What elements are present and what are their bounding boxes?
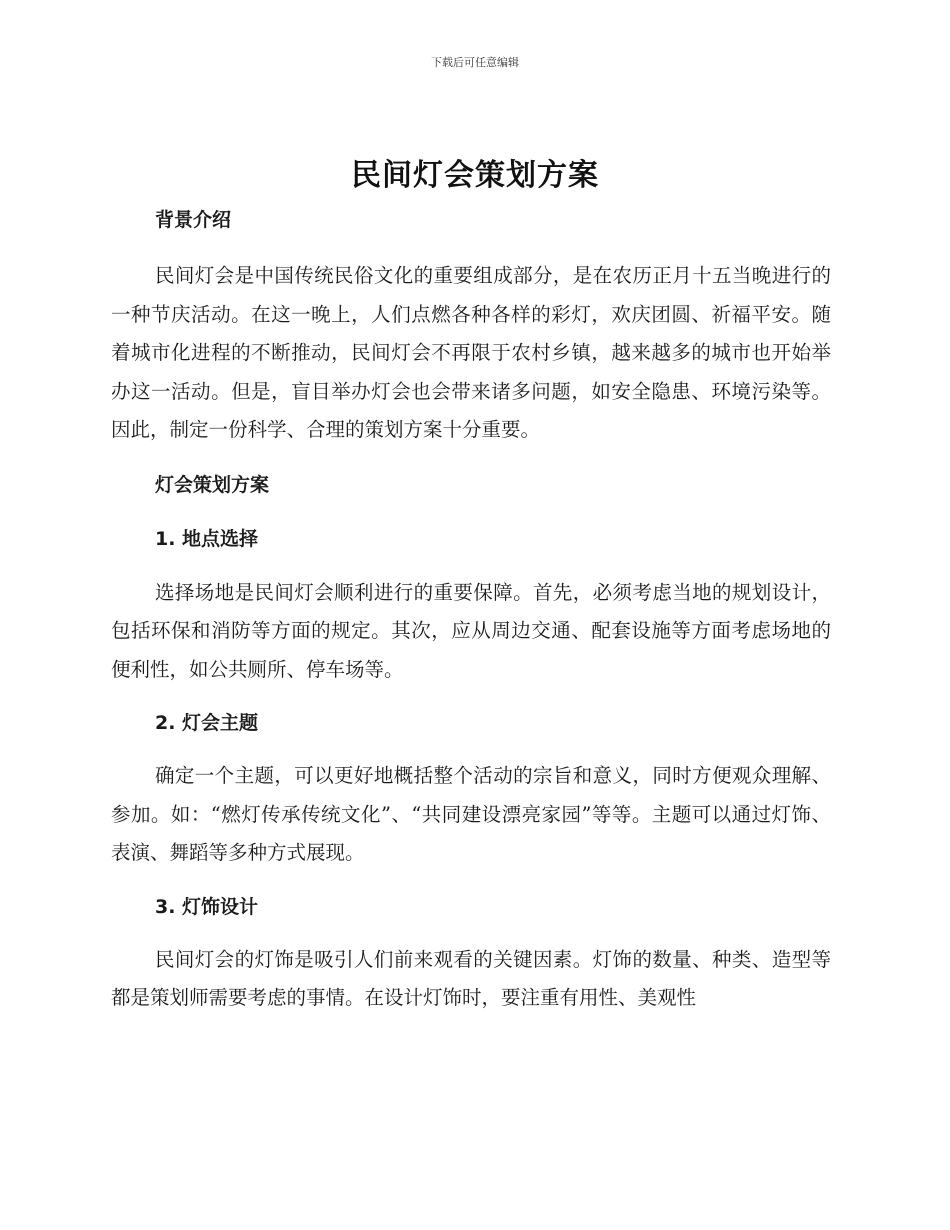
- document-body: [111, 201, 831, 1018]
- section-heading-background: 背景介绍: [155, 209, 232, 231]
- page-header-note: 下载后可任意编辑: [431, 56, 519, 69]
- section-paragraph-location: 选择场地是民间灯会顺利进行的重要保障。首先，必须考虑当地的规划设计，包括环保和消防等方面的规定。其次，应从周边交通、配套设施等方面考虑场地的便利性，如公共厕所、停车场等。: [111, 580, 831, 681]
- section-heading-theme: 2. 灯会主题: [155, 712, 259, 734]
- section-heading-design: 3. 灯饰设计: [155, 895, 259, 918]
- section-heading-plan: 灯会策划方案: [155, 473, 270, 496]
- section-heading-location: 1. 地点选择: [155, 527, 259, 550]
- section-paragraph-theme: 确定一个主题，可以更好地概括整个活动的宗旨和意义，同时方便观众理解、参加。如：“燃灯传承传统文化”、“共同建设漂亮家园”等等。主题可以通过灯饰、表演、舞蹈等多种方式展现。: [111, 764, 831, 864]
- document-title: 民间灯会策划方案: [351, 158, 599, 193]
- section-paragraph-design: 民间灯会的灯饰是吸引人们前来观看的关键因素。灯饰的数量、种类、造型等都是策划师需要考虑的事情。在设计灯饰时，要注重有用性、美观性: [111, 947, 831, 1009]
- section-paragraph-background: 民间灯会是中国传统民俗文化的重要组成部分，是在农历正月十五当晚进行的一种节庆活动。在这一晚上，人们点燃各种各样的彩灯，欢庆团圆、祈福平安。随着城市化进程的不断推动，民间灯会不再限于农村乡镇，越来越多的城市也开始举办这一活动。但是，盲目举办灯会也会带来诸多问题，如安全隐患、环境污染等。因此，制定一份科学、合理的策划方案十分重要。: [111, 264, 831, 441]
